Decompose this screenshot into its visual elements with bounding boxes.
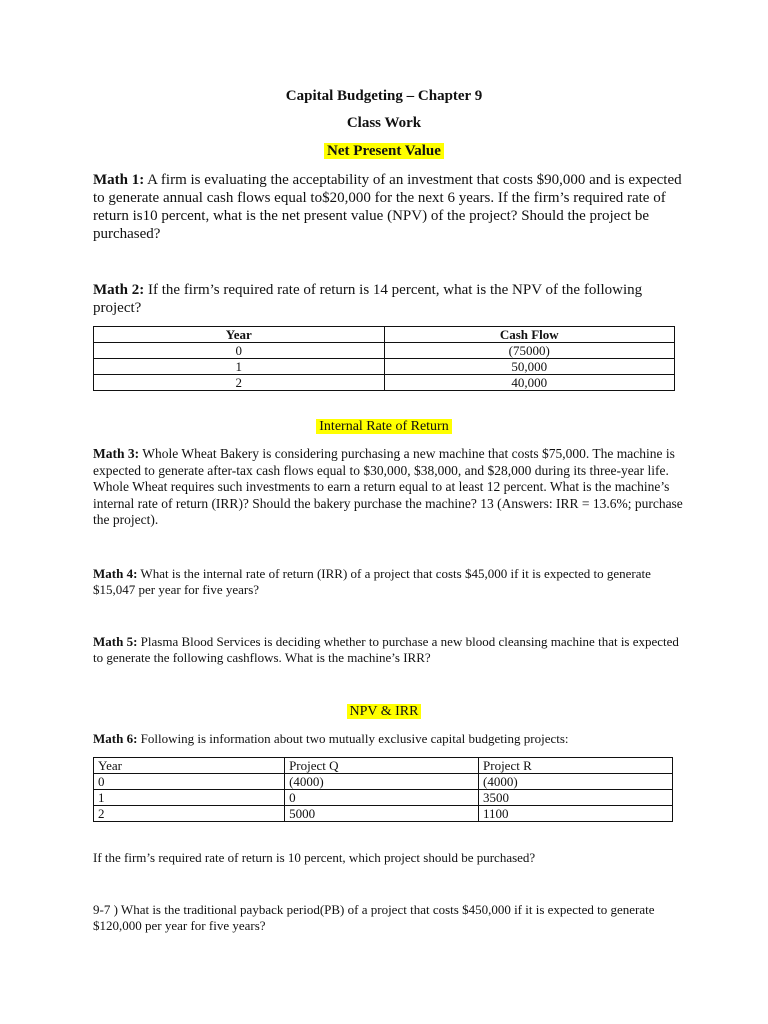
math6-paragraph	[93, 731, 683, 747]
table-cell: (4000)	[479, 774, 673, 790]
page-subtitle: Class Work	[346, 115, 422, 131]
math3-label: Math 3:	[93, 446, 140, 461]
math2-paragraph	[93, 281, 683, 317]
table-row	[94, 806, 673, 822]
math4-paragraph	[93, 566, 683, 598]
math4-text: What is the internal rate of return (IRR) of a project that costs $45,000 if it is expected to generate $15,047 per year for five years?	[93, 566, 651, 597]
math2-text: If the firm’s required rate of return is 14 percent, what is the NPV of the following project?	[93, 282, 643, 316]
section-heading-npv-text: Net Present Value	[324, 143, 444, 159]
table-cell: 0	[94, 343, 385, 359]
math6-question: If the firm’s required rate of return is 10 percent, which project should be purchased?	[93, 850, 536, 865]
math5-text: Plasma Blood Services is deciding whether to purchase a new blood cleansing machine that is expected to generate the following cashflows. What is the machine’s IRR?	[93, 634, 679, 665]
table-header-cell: Project R	[479, 758, 673, 774]
section-heading-npv-irr-text: NPV & IRR	[347, 704, 422, 719]
table-cell: (4000)	[285, 774, 479, 790]
table-header-cell: Project Q	[285, 758, 479, 774]
table-cell: 1100	[479, 806, 673, 822]
section-heading-npv	[0, 143, 768, 160]
math6-projects-table	[93, 757, 673, 822]
table-cell: (75000)	[384, 343, 675, 359]
table-cell: 0	[94, 774, 285, 790]
table-header-cell: Year	[94, 327, 385, 343]
table-cell: 5000	[285, 806, 479, 822]
page-title: Capital Budgeting – Chapter 9	[285, 88, 483, 104]
math6-text: Following is information about two mutually exclusive capital budgeting projects:	[137, 731, 569, 746]
table-cell: 3500	[479, 790, 673, 806]
table-row	[94, 774, 673, 790]
table-row	[94, 790, 673, 806]
math2-label: Math 2:	[93, 282, 145, 298]
math4-label: Math 4:	[93, 566, 138, 581]
table-cell: 2	[94, 375, 385, 391]
section-heading-npv-irr	[0, 704, 768, 720]
section-heading-irr	[0, 419, 768, 435]
math1-label: Math 1:	[93, 172, 145, 188]
math5-label: Math 5:	[93, 634, 138, 649]
table-row	[94, 359, 675, 375]
table-header-cell: Year	[94, 758, 285, 774]
math5-paragraph	[93, 634, 683, 666]
table-header-row	[94, 327, 675, 343]
table-cell: 1	[94, 790, 285, 806]
section-heading-irr-text: Internal Rate of Return	[316, 419, 451, 434]
table-header-row	[94, 758, 673, 774]
table-cell: 40,000	[384, 375, 675, 391]
table-cell: 1	[94, 359, 385, 375]
math1-paragraph	[93, 171, 683, 243]
question-9-7: 9-7 ) What is the traditional payback period(PB) of a project that costs $450,000 if it is expected to generate $120,000 per year for five years?	[93, 902, 655, 933]
math3-text: Whole Wheat Bakery is considering purchasing a new machine that costs $75,000. The machine is expected to generate after-tax cash flows equal to $30,000, $38,000, and $28,000 during its three-year life. Whole Wheat requires such investments to earn a return equal to at least 12 percent. What is the machine’s internal rate of return (IRR)? Should the bakery purchase the machine? 13 (Answers: IRR = 13.6%; purchase the project).	[93, 446, 683, 527]
table-row	[94, 343, 675, 359]
math3-paragraph	[93, 446, 683, 529]
table-cell: 2	[94, 806, 285, 822]
math1-text: A firm is evaluating the acceptability of an investment that costs $90,000 and is expected to generate annual cash flows equal to$20,000 for the next 6 years. If the firm’s required rate of return is10 percent, what is the net present value (NPV) of the project? Should the project be purchased?	[93, 172, 682, 242]
math6-label: Math 6:	[93, 731, 138, 746]
table-header-cell: Cash Flow	[384, 327, 675, 343]
math2-cashflow-table	[93, 326, 675, 391]
table-row	[94, 375, 675, 391]
table-cell: 50,000	[384, 359, 675, 375]
table-cell: 0	[285, 790, 479, 806]
